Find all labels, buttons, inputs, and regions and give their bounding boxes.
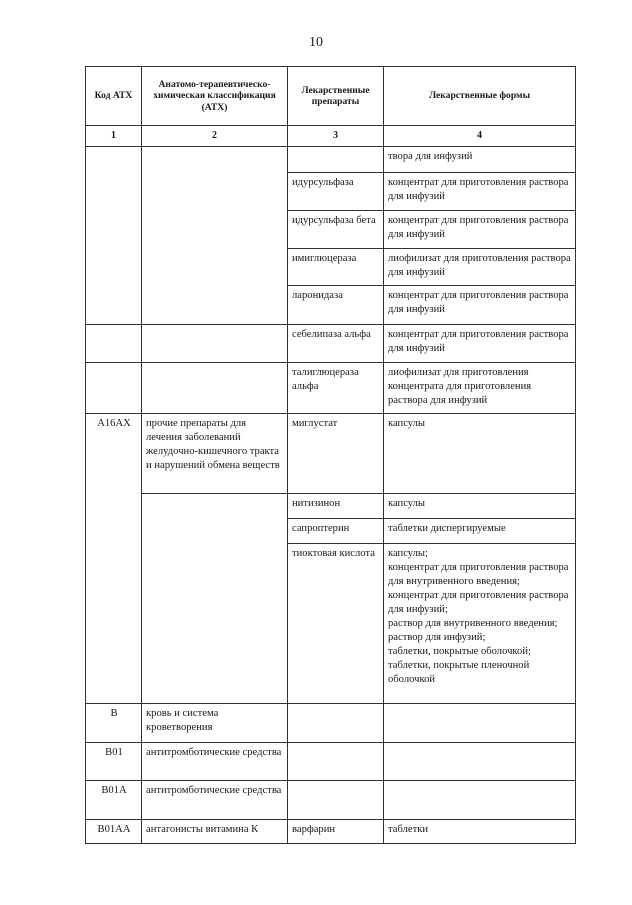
drug-cell: сапроптерин	[288, 519, 384, 544]
table-row	[86, 147, 576, 173]
table-row	[86, 704, 576, 743]
dosage-form: капсулы	[388, 498, 426, 509]
forms-cell	[384, 820, 576, 844]
atx-class-cell: прочие препараты для лечения заболеваний желудочно-кишечного тракта и нарушений обмена веществ	[142, 414, 288, 494]
column-number: 4	[384, 126, 576, 147]
forms-cell	[384, 286, 576, 325]
atx-code-cell	[86, 147, 142, 325]
forms-cell	[384, 743, 576, 781]
atx-class-cell: антагонисты витамина К	[142, 820, 288, 844]
atx-code-cell: B01AA	[86, 820, 142, 844]
forms-cell	[384, 249, 576, 286]
dosage-form: таблетки диспергируемые	[388, 523, 506, 534]
forms-cell	[384, 414, 576, 494]
dosage-form: концентрат для приготовления раствора для инфузий	[388, 177, 569, 202]
table-row	[86, 743, 576, 781]
dosage-form: раствор для внутривенного введения;	[388, 617, 558, 629]
header-dosage-forms: Лекарственные формы	[384, 67, 576, 126]
atx-code-cell	[86, 363, 142, 414]
drug-cell: ларонидаза	[288, 286, 384, 325]
forms-cell	[384, 325, 576, 363]
dosage-form: концентрат для приготовления раствора для инфузий;	[388, 589, 569, 615]
drug-cell: тиоктовая кислота	[288, 544, 384, 704]
dosage-form: капсулы;	[388, 548, 428, 559]
page-number: 10	[309, 35, 323, 50]
forms-cell	[384, 363, 576, 414]
drug-cell: варфарин	[288, 820, 384, 844]
forms-cell	[384, 147, 576, 173]
header-atx-code: Код АТХ	[86, 67, 142, 126]
dosage-form: таблетки, покрытые оболочкой;	[388, 645, 531, 657]
dosage-form: раствор для инфузий;	[388, 631, 486, 643]
header-drugs: Лекарственные препараты	[288, 67, 384, 126]
table-row	[86, 820, 576, 844]
table-row	[86, 363, 576, 414]
atx-code-cell: B	[86, 704, 142, 743]
atx-code-cell: B01	[86, 743, 142, 781]
column-number: 3	[288, 126, 384, 147]
drug-cell: идурсульфаза	[288, 173, 384, 211]
drug-cell: имиглюцераза	[288, 249, 384, 286]
table-row	[86, 781, 576, 820]
drug-cell: идурсульфаза бета	[288, 211, 384, 249]
forms-cell	[384, 494, 576, 519]
header-row	[86, 67, 576, 126]
atx-class-cell: кровь и система кроветворения	[142, 704, 288, 743]
forms-cell	[384, 173, 576, 211]
dosage-form: концентрат для приготовления раствора для инфузий	[388, 290, 569, 315]
dosage-form: лиофилизат для приготовления раствора для инфузий	[388, 253, 571, 278]
dosage-form: концентрат для приготовления раствора для инфузий	[388, 329, 569, 354]
forms-cell	[384, 211, 576, 249]
atx-code-cell: B01A	[86, 781, 142, 820]
dosage-form: концентрат для приготовления раствора для инфузий	[388, 215, 569, 240]
atx-class-cell	[142, 363, 288, 414]
atx-class-cell	[142, 325, 288, 363]
column-number: 1	[86, 126, 142, 147]
dosage-form: таблетки, покрытые пленочной оболочкой	[388, 659, 530, 685]
atx-class-cell	[142, 494, 288, 704]
atx-class-cell: антитромботические средства	[142, 781, 288, 820]
dosage-form: твора для инфузий	[388, 151, 473, 162]
drug-cell: талиглюцераза альфа	[288, 363, 384, 414]
dosage-form: лиофилизат для приготовления концентрата для приготовления раствора для инфузий	[388, 367, 532, 406]
drug-cell: себелипаза альфа	[288, 325, 384, 363]
header-atx-classification: Анатомо-терапевтическо-химическая классификация (АТХ)	[142, 67, 288, 126]
forms-cell	[384, 544, 576, 704]
forms-cell	[384, 781, 576, 820]
dosage-form: таблетки	[388, 824, 429, 835]
atx-table	[85, 66, 576, 844]
atx-class-cell: антитромботические средства	[142, 743, 288, 781]
forms-cell	[384, 519, 576, 544]
drug-cell: миглустат	[288, 414, 384, 494]
drug-cell	[288, 704, 384, 743]
dosage-form: концентрат для приготовления раствора для внутривенного введения;	[388, 561, 569, 587]
drug-cell	[288, 781, 384, 820]
atx-class-cell	[142, 147, 288, 325]
drug-cell: нитизинон	[288, 494, 384, 519]
drug-cell	[288, 743, 384, 781]
column-number: 2	[142, 126, 288, 147]
atx-code-cell: A16AX	[86, 414, 142, 704]
table-row	[86, 414, 576, 494]
table-row	[86, 494, 576, 519]
atx-code-cell	[86, 325, 142, 363]
drug-cell	[288, 147, 384, 173]
forms-cell	[384, 704, 576, 743]
table-row	[86, 325, 576, 363]
dosage-form: капсулы	[388, 418, 426, 429]
column-number-row	[86, 126, 576, 147]
